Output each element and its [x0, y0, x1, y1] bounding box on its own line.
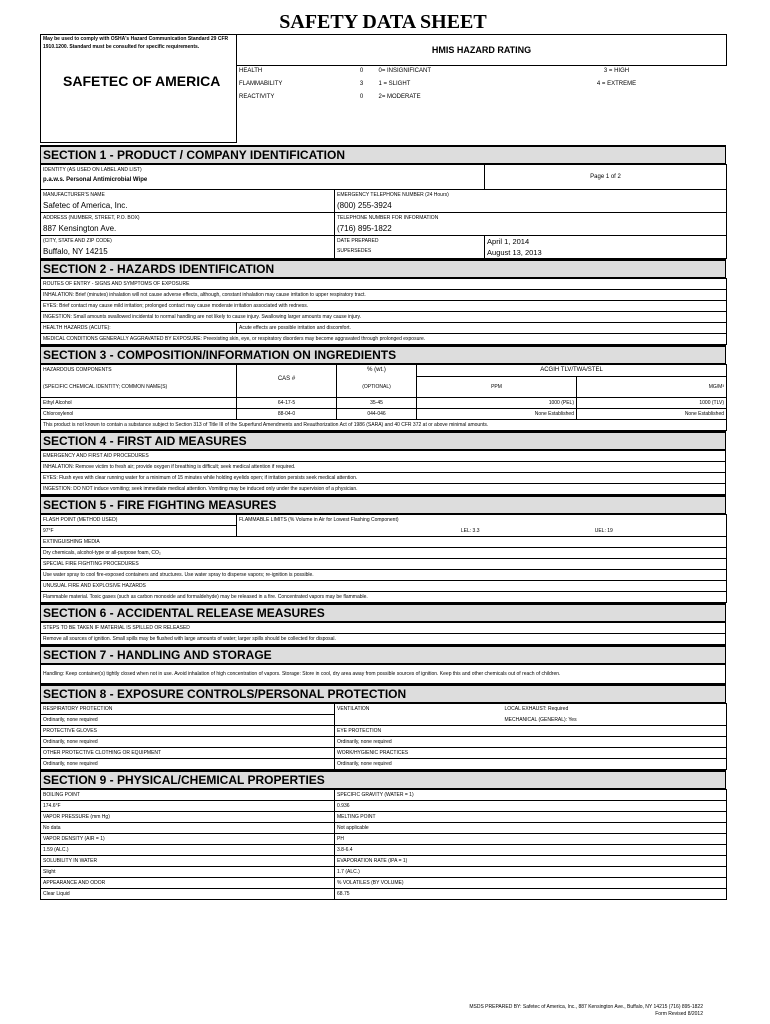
boil-label: BOILING POINT [41, 790, 335, 801]
evap-label: EVAPORATION RATE (IPA = 1) [335, 856, 727, 867]
local-exhaust-label: LOCAL EXHAUST: [504, 706, 547, 712]
vd-label: VAPOR DENSITY (AIR = 1) [41, 834, 335, 845]
ingredient-name: Ethyl Alcohol [41, 398, 237, 409]
hmis-value: 0 [359, 68, 364, 74]
footer-prepared-by: MSDS PREPARED BY: Safetec of America, Inc., 887 Kensington Ave., Buffalo, NY 14215 (716) 895-1822 [469, 1004, 703, 1010]
emergency-value: (800) 255-3924 [337, 201, 392, 210]
company-banner: SAFETEC OF AMERICA [63, 73, 221, 89]
hmis-value: 0 [359, 93, 364, 100]
first-aid-inhalation: INHALATION: Remove victim to fresh air; provide oxygen if breathing is difficult; seek medical attention if required. [41, 462, 726, 473]
header-block [40, 34, 727, 143]
vent-label: VENTILATION [335, 704, 485, 715]
section-8 [40, 703, 727, 770]
app-label: APPEARANCE AND ODOR [41, 878, 335, 889]
section-6-title: SECTION 6 - ACCIDENTAL RELEASE MEASURES [40, 603, 726, 622]
h-acgih: ACGIH TLV/TWA/STEL [417, 365, 727, 377]
ph-label: PH [335, 834, 727, 845]
identity-value: p.a.w.s. Personal Antimicrobial Wipe [43, 177, 148, 183]
eyes-text: EYES: Brief contact may cause mild irritation; prolonged contact may cause moderate irritation associated with redness. [41, 301, 727, 312]
media-label: EXTINGUISHING MEDIA [41, 537, 727, 548]
section-4 [40, 450, 726, 495]
vol-value: 68.75 [335, 889, 727, 900]
acute-text: Acute effects are possible irritation and discomfort. [237, 323, 727, 334]
local-exhaust-value: Required [547, 706, 569, 712]
spill-text: Remove all sources of ignition. Small spills may be flushed with large amounts of water; larger spills should be collected for disposal. [41, 634, 726, 645]
resp-value: Ordinarily, none required [41, 715, 335, 726]
sol-value: Slight [41, 867, 335, 878]
ingestion-text: INGESTION: Small amounts swallowed incidental to normal handling are not likely to cause injury. Swallowing larger amounts may cause injury. [41, 312, 727, 323]
h-ppm: PPM [417, 377, 577, 398]
ingredient-mg: 1000 (TLV) [577, 398, 727, 409]
supersedes-value: August 13, 2013 [487, 248, 542, 257]
section-7-title: SECTION 7 - HANDLING AND STORAGE [40, 645, 726, 664]
osha-note: May be used to comply with OSHA's Hazard Communication Standard 29 CFR 1910.1200. Standard must be consulted for specific requirements. [43, 36, 229, 50]
hmis-label: FLAMMABILITY [239, 80, 283, 87]
vd-value: 1.59 (ALC.) [41, 845, 335, 856]
sg-value: 0.936 [335, 801, 727, 812]
section-5 [40, 514, 727, 603]
medical-text: MEDICAL CONDITIONS GENERALLY AGGRAVATED BY EXPOSURE: Preexisting skin, eye, or respiratory disorders may become aggravated through prolonged exposure. [41, 334, 727, 345]
section-2-title: SECTION 2 - HAZARDS IDENTIFICATION [40, 259, 726, 278]
eye-label: EYE PROTECTION [335, 726, 727, 737]
hmis-key: 0= INSIGNIFICANT [378, 68, 432, 74]
section-2 [40, 278, 727, 345]
ph-value: 3.8-6.4 [335, 845, 727, 856]
routes-label: ROUTES OF ENTRY - SIGNS AND SYMPTOMS OF EXPOSURE [41, 279, 727, 290]
h-cas: CAS # [237, 365, 337, 398]
ingredient-pct: 35-45 [337, 398, 417, 409]
first-aid-ingestion: INGESTION: DO NOT induce vomiting; seek immediate medical attention. Vomiting may be induced only under the supervision of a physician. [41, 484, 726, 495]
hmis-label: HEALTH [239, 68, 263, 74]
page-title: SAFETY DATA SHEET [279, 11, 487, 33]
spill-label: STEPS TO BE TAKEN IF MATERIAL IS SPILLED OR RELEASED [41, 623, 726, 634]
mp-value: Not applicable [335, 823, 727, 834]
acute-label: HEALTH HAZARDS (ACUTE): [41, 323, 237, 334]
unusual-text: Flammable material. Toxic gases (such as carbon monoxide and formaldehyde) may be released in a fire. Concentrated vapors may be flammable. [41, 592, 727, 603]
hmis-key2: 4 = EXTREME [596, 80, 637, 87]
gloves-label: PROTECTIVE GLOVES [41, 726, 335, 737]
section-4-title: SECTION 4 - FIRST AID MEASURES [40, 431, 726, 450]
sds-page [40, 10, 726, 900]
h-pct: % (wt.) [337, 365, 417, 377]
section-1-title: SECTION 1 - PRODUCT / COMPANY IDENTIFICATION [40, 145, 726, 164]
special-text: Use water spray to cool fire-exposed containers and structures. Use water spray to disperse vapors; re-ignition is possible. [41, 570, 727, 581]
emergency-label: EMERGENCY TELEPHONE NUMBER (24 Hours) [337, 192, 449, 198]
resp-label: RESPIRATORY PROTECTION [41, 704, 335, 715]
other-value: Ordinarily, none required [41, 759, 335, 770]
ingredient-ppm: 1000 (PEL) [417, 398, 577, 409]
section-9-title: SECTION 9 - PHYSICAL/CHEMICAL PROPERTIES [40, 770, 726, 789]
flash-label: FLASH POINT (METHOD USED) [41, 515, 237, 526]
flash-value: 97°F [41, 526, 237, 537]
h-mgm: MG/M³ [577, 377, 727, 398]
uel-value: UEL: 19 [482, 526, 727, 537]
footer-revision: Form Revised 8/2012 [655, 1011, 703, 1017]
tel-label: TELEPHONE NUMBER FOR INFORMATION [337, 215, 439, 221]
work-label: WORK/HYGIENIC PRACTICES [335, 748, 727, 759]
identity-label: IDENTITY (AS USED ON LABEL AND LIST) [43, 167, 142, 173]
address-value: 887 Kensington Ave. [43, 224, 117, 233]
sg-label: SPECIFIC GRAVITY (WATER = 1) [335, 790, 727, 801]
media-text: Dry chemicals, alcohol-type or all-purpose foam, CO₂ [41, 548, 727, 559]
vp-value: No data [41, 823, 335, 834]
page-number: Page 1 of 2 [485, 165, 727, 190]
eye-value: Ordinarily, none required [335, 737, 727, 748]
section-7 [40, 664, 726, 684]
section-6 [40, 622, 726, 645]
app-value: Clear Liquid [41, 889, 335, 900]
hmis-value: 3 [359, 80, 364, 87]
hmis-heading: HMIS HAZARD RATING [237, 35, 727, 66]
hmis-label: REACTIVITY [239, 93, 275, 100]
section-3 [40, 364, 727, 431]
ingredient-cas: 88-04-0 [237, 409, 337, 420]
hmis-key: 2= MODERATE [378, 93, 421, 100]
mp-label: MELTING POINT [335, 812, 727, 823]
hmis-key2 [507, 92, 727, 105]
mech-value: Yes [568, 716, 577, 723]
ingredient-ppm: None Established [417, 409, 577, 420]
city-label: (CITY, STATE AND ZIP CODE) [43, 238, 112, 244]
unusual-label: UNUSUAL FIRE AND EXPLOSIVE HAZARDS [41, 581, 727, 592]
lel-value: LEL: 3.3 [237, 526, 482, 537]
tel-value: (716) 895-1822 [337, 224, 392, 233]
section-9 [40, 789, 727, 900]
handling-text: Handling: Keep container(s) tightly closed when not in use. Avoid inhalation of high concentration of vapors. Storage: Store in cool, dry area away from possible sources of ignition. Keep this and other chemicals out of reach of children. [41, 665, 726, 684]
evap-value: 1.7 (ALC.) [335, 867, 727, 878]
vol-label: % VOLATILES (BY VOLUME) [335, 878, 727, 889]
supersedes-label: SUPERSEDES [337, 248, 372, 254]
h-components: HAZARDOUS COMPONENTS [41, 365, 237, 377]
gloves-value: Ordinarily, none required [41, 737, 335, 748]
limits-label: FLAMMABLE LIMITS (% Volume in Air for Lowest Flashing Component) [237, 515, 727, 526]
boil-value: 174.6°F [41, 801, 335, 812]
h-specific: (SPECIFIC CHEMICAL IDENTITY; COMMON NAME(S) [41, 377, 237, 398]
work-value: Ordinarily, none required [335, 759, 727, 770]
h-optional: (OPTIONAL) [337, 377, 417, 398]
mech-label: MECHANICAL (GENERAL): [504, 716, 568, 723]
date-value: April 1, 2014 [487, 237, 530, 246]
footer [420, 1004, 703, 1018]
first-aid-eyes: EYES: Flush eyes with clear running water for a minimum of 15 minutes while holding eyelids open; if irritation persists seek medical attention. [41, 473, 726, 484]
ingredient-mg: None Established [577, 409, 727, 420]
section-3-title: SECTION 3 - COMPOSITION/INFORMATION ON INGREDIENTS [40, 345, 726, 364]
address-label: ADDRESS (NUMBER, STREET, P.O. BOX) [43, 215, 140, 221]
sara-note: This product is not known to contain a substance subject to Section 313 of Title III of the Superfund Amendments and Reauthorization Act of 1986 (SARA) and 40 CFR 372 at or above minimal amounts. [41, 420, 727, 431]
vp-label: VAPOR PRESSURE (mm Hg) [41, 812, 335, 823]
ingredient-pct: 044-046 [337, 409, 417, 420]
special-label: SPECIAL FIRE FIGHTING PROCEDURES [41, 559, 727, 570]
hmis-key2: 3 = HIGH [603, 68, 630, 74]
section-8-title: SECTION 8 - EXPOSURE CONTROLS/PERSONAL PROTECTION [40, 684, 726, 703]
date-label: DATE PREPARED [337, 238, 379, 244]
hmis-key: 1 = SLIGHT [378, 80, 411, 87]
ingredient-cas: 64-17-5 [237, 398, 337, 409]
mfr-value: Safetec of America, Inc. [43, 201, 128, 210]
section-5-title: SECTION 5 - FIRE FIGHTING MEASURES [40, 495, 726, 514]
section-1 [40, 164, 727, 259]
sol-label: SOLUBILITY IN WATER [41, 856, 335, 867]
other-label: OTHER PROTECTIVE CLOTHING OR EQUIPMENT [41, 748, 335, 759]
first-aid-heading: EMERGENCY AND FIRST AID PROCEDURES [41, 451, 726, 462]
mfr-label: MANUFACTURER'S NAME [43, 192, 105, 198]
city-value: Buffalo, NY 14215 [43, 247, 108, 256]
ingredient-name: Chloroxylenol [41, 409, 237, 420]
inhalation-text: INHALATION: Brief (minutes) inhalation will not cause adverse effects, although, constant inhalation may cause irritation to upper respiratory tract. [41, 290, 727, 301]
